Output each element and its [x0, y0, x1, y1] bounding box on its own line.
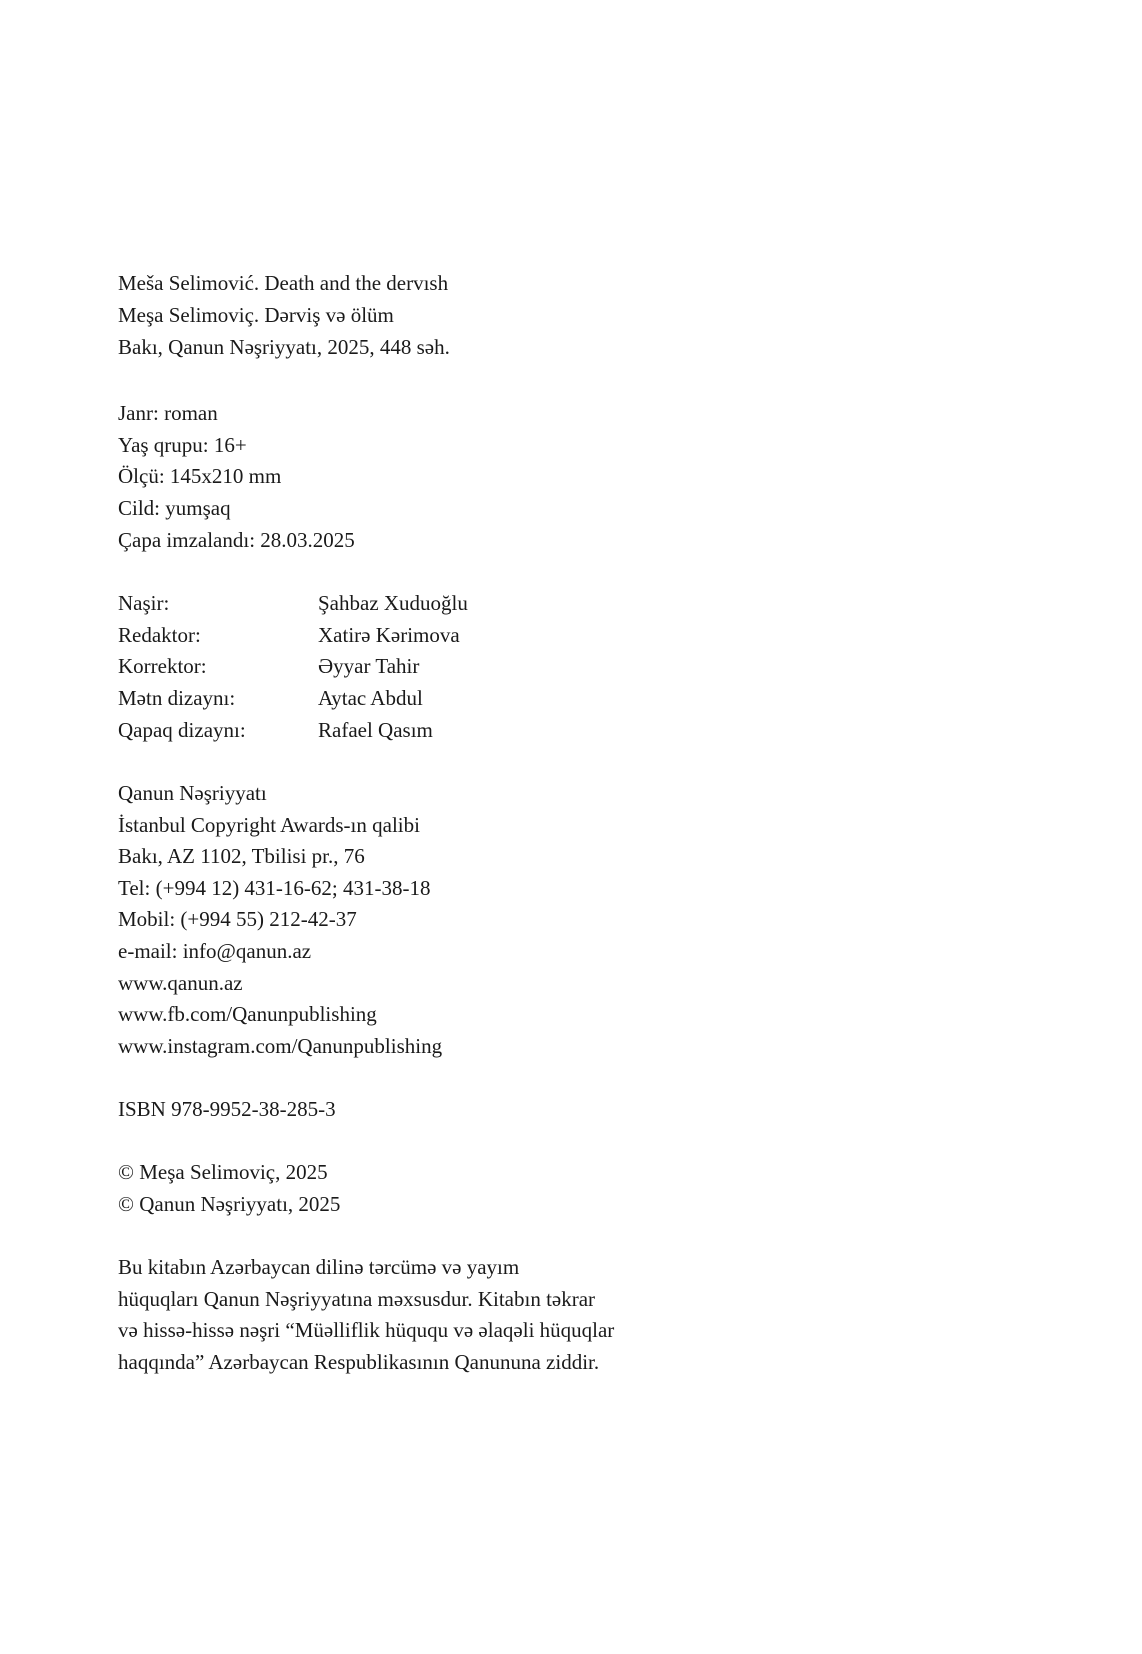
credit-value-editor: Xatirə Kərimova [318, 623, 460, 647]
binding: Cild: yumşaq [118, 496, 231, 520]
credit-label-proofreader: Korrektor: [118, 654, 207, 678]
credit-value-publisher: Şahbaz Xuduoğlu [318, 591, 468, 615]
print-date: Çapa imzalandı: 28.03.2025 [118, 528, 355, 552]
publisher-facebook: www.fb.com/Qanunpublishing [118, 1002, 377, 1026]
rights-notice-line: hüquqları Qanun Nəşriyyatına məxsusdur. Kitabın təkrar [118, 1287, 596, 1311]
translated-title: Meşa Selimoviç. Dərviş və ölüm [118, 303, 394, 327]
credit-value-text-design: Aytac Abdul [318, 686, 423, 710]
isbn: ISBN 978-9952-38-285-3 [118, 1097, 336, 1121]
credit-value-proofreader: Əyyar Tahir [318, 654, 420, 678]
original-title: Meša Selimović. Death and the dervısh [118, 271, 449, 295]
copyright-publisher: © Qanun Nəşriyyatı, 2025 [118, 1192, 341, 1216]
publisher-instagram: www.instagram.com/Qanunpublishing [118, 1034, 443, 1058]
credit-label-publisher: Naşir: [118, 591, 170, 615]
credit-label-text-design: Mətn dizaynı: [118, 686, 236, 710]
publisher-mobile: Mobil: (+994 55) 212-42-37 [118, 907, 357, 931]
imprint-line: Bakı, Qanun Nəşriyyatı, 2025, 448 səh. [118, 335, 450, 359]
book-size: Ölçü: 145x210 mm [118, 464, 282, 488]
rights-notice-line: Bu kitabın Azərbaycan dilinə tərcümə və yayım [118, 1255, 520, 1279]
copyright-author: © Meşa Selimoviç, 2025 [118, 1160, 328, 1184]
publisher-award: İstanbul Copyright Awards-ın qalibi [118, 813, 420, 837]
credit-label-cover-design: Qapaq dizaynı: [118, 718, 246, 742]
rights-notice-line: və hissə-hissə nəşri “Müəlliflik hüququ və əlaqəli hüquqlar [118, 1318, 615, 1342]
age-group: Yaş qrupu: 16+ [118, 433, 247, 457]
publisher-name: Qanun Nəşriyyatı [118, 781, 267, 805]
credit-value-cover-design: Rafael Qasım [318, 718, 433, 742]
credit-label-editor: Redaktor: [118, 623, 201, 647]
rights-notice-line: haqqında” Azərbaycan Respublikasının Qanununa ziddir. [118, 1350, 600, 1374]
publisher-address: Bakı, AZ 1102, Tbilisi pr., 76 [118, 844, 365, 868]
publisher-tel: Tel: (+994 12) 431-16-62; 431-38-18 [118, 876, 431, 900]
publisher-website: www.qanun.az [118, 971, 243, 995]
genre: Janr: roman [118, 401, 218, 425]
publisher-email: e-mail: info@qanun.az [118, 939, 312, 963]
